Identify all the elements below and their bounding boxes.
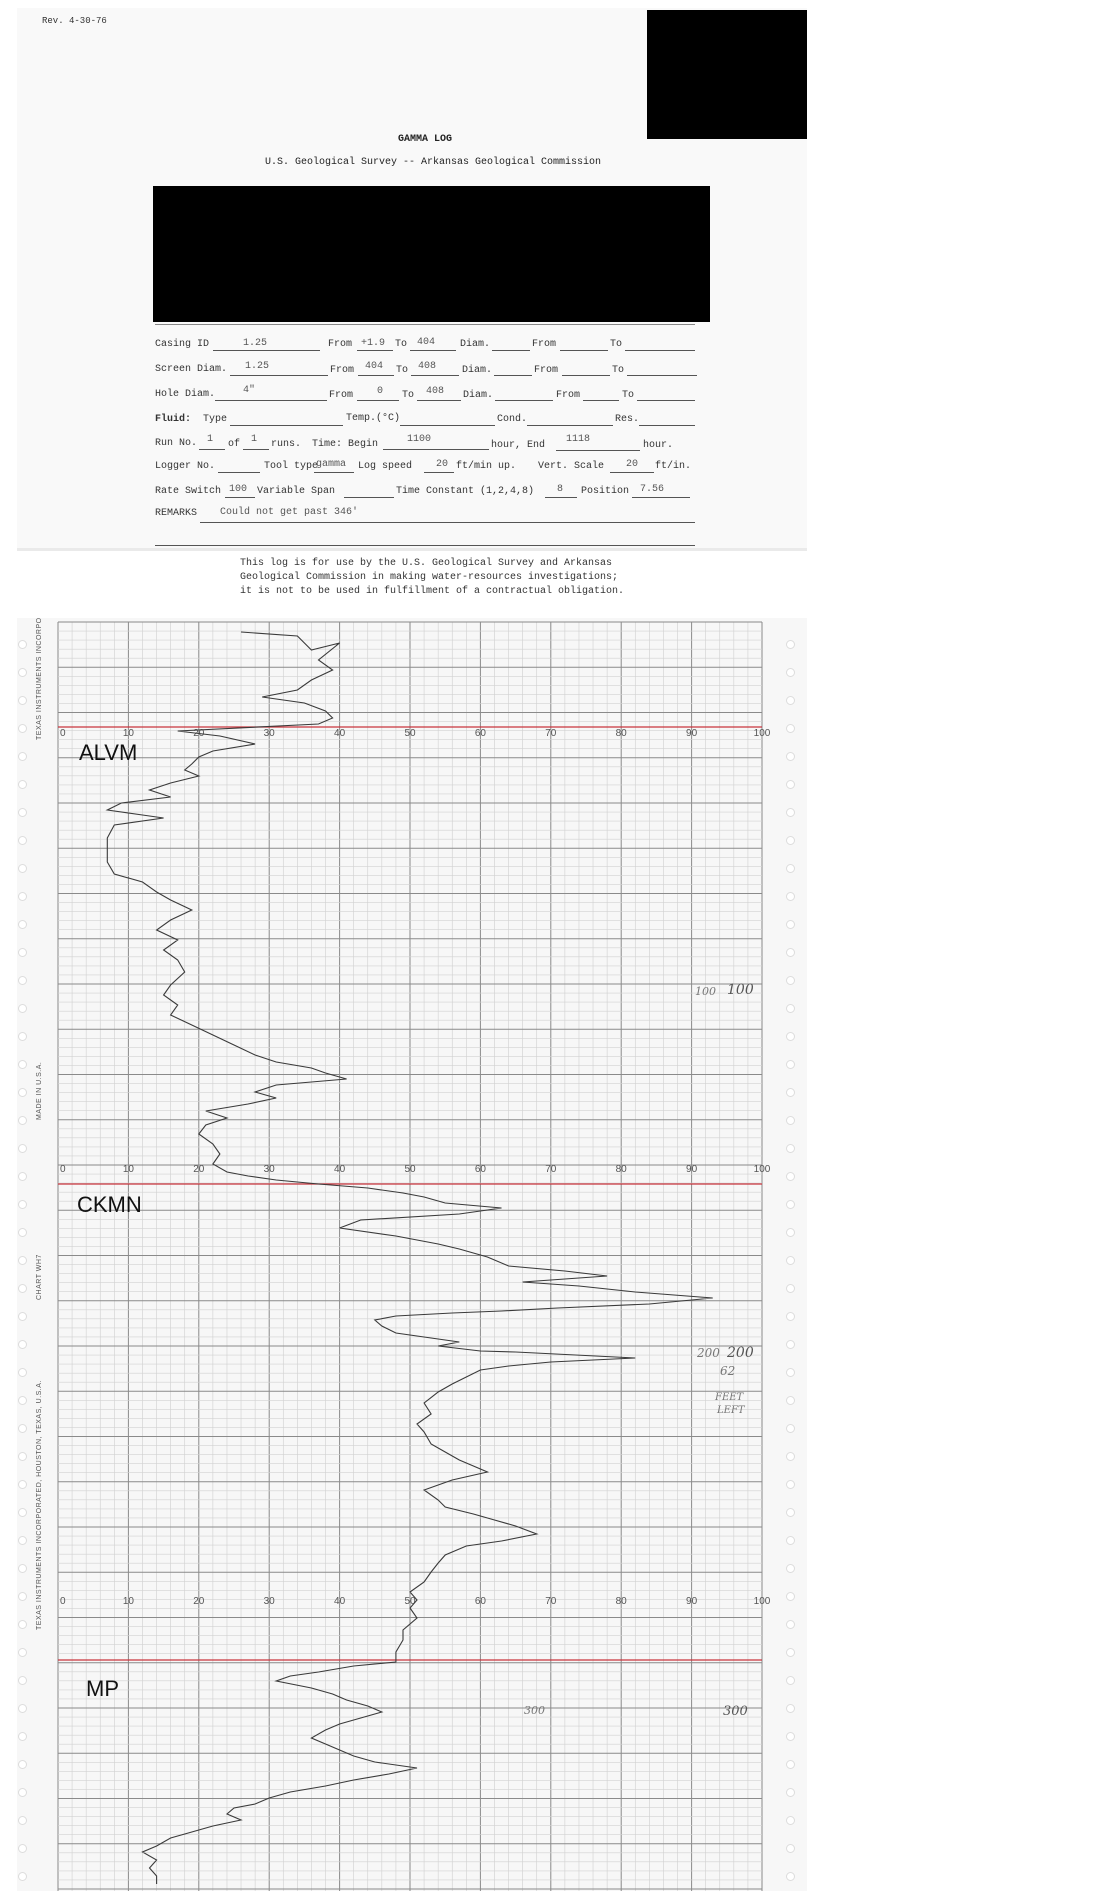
scale-label: 40 bbox=[334, 1164, 346, 1175]
scale-label: 100 bbox=[753, 1596, 771, 1607]
scale-label: 70 bbox=[545, 728, 557, 739]
sprocket-hole bbox=[18, 1452, 27, 1461]
sprocket-hole bbox=[786, 1508, 795, 1517]
scale-label: 90 bbox=[686, 1164, 698, 1175]
fluid-cond-label: Cond. bbox=[497, 414, 528, 425]
disclaimer-line-2: Geological Commission in making water-resources investigations; bbox=[240, 572, 619, 583]
scale-label: 10 bbox=[122, 1164, 134, 1175]
sprocket-hole bbox=[18, 1396, 27, 1405]
hole-diam-label: Diam. bbox=[463, 390, 494, 401]
screen-to2-label: To bbox=[612, 365, 625, 376]
scale-label: 50 bbox=[404, 728, 416, 739]
depth-mark-100-hand: 100 bbox=[695, 985, 716, 998]
sprocket-hole bbox=[18, 1508, 27, 1517]
sprocket-hole bbox=[18, 1760, 27, 1769]
run-hour2-label: hour. bbox=[643, 440, 674, 451]
sprocket-hole bbox=[18, 1368, 27, 1377]
scale-label: 0 bbox=[60, 728, 66, 739]
sprocket-hole bbox=[786, 1368, 795, 1377]
sprocket-hole bbox=[786, 1760, 795, 1769]
screen-from2-label: From bbox=[534, 365, 559, 376]
casing-from-value: +1.9 bbox=[361, 338, 386, 349]
scale-label: 60 bbox=[474, 1596, 486, 1607]
logger-label: Logger No. bbox=[155, 461, 216, 472]
sprocket-hole bbox=[786, 1480, 795, 1489]
agency-line: U.S. Geological Survey -- Arkansas Geological Commission bbox=[265, 157, 602, 168]
screen-from-label: From bbox=[330, 365, 355, 376]
sprocket-hole bbox=[786, 724, 795, 733]
run-hour-label: hour, End bbox=[491, 440, 546, 451]
sprocket-hole bbox=[18, 1228, 27, 1237]
scale-label: 10 bbox=[122, 1596, 134, 1607]
screen-label: Screen Diam. bbox=[155, 364, 228, 375]
sprocket-hole bbox=[786, 1424, 795, 1433]
screen-to-label: To bbox=[396, 365, 409, 376]
sprocket-hole bbox=[786, 1732, 795, 1741]
sprocket-hole bbox=[18, 1312, 27, 1321]
fluid-type-label: Type bbox=[203, 414, 228, 425]
formation-label-mp: MP bbox=[86, 1676, 119, 1701]
sprocket-hole bbox=[786, 1312, 795, 1321]
annotation-left: LEFT bbox=[717, 1405, 745, 1416]
run-of-label: of bbox=[228, 439, 241, 450]
sprocket-hole bbox=[786, 1564, 795, 1573]
scale-label: 30 bbox=[263, 1596, 275, 1607]
sprocket-hole bbox=[786, 1872, 795, 1881]
vert-scale-value: 20 bbox=[626, 459, 639, 470]
position-value: 7.56 bbox=[640, 484, 665, 495]
sprocket-hole bbox=[18, 1424, 27, 1433]
screen-to-value: 408 bbox=[418, 361, 437, 372]
fluid-temp-label: Temp.(°C) bbox=[346, 413, 401, 424]
sprocket-hole bbox=[18, 1592, 27, 1601]
sprocket-hole bbox=[18, 864, 27, 873]
sprocket-hole bbox=[18, 1284, 27, 1293]
scale-label: 60 bbox=[474, 1164, 486, 1175]
scale-label: 40 bbox=[334, 728, 346, 739]
sprocket-hole bbox=[18, 1088, 27, 1097]
position-label: Position bbox=[581, 486, 630, 497]
screen-diam-label: Diam. bbox=[462, 365, 493, 376]
sprocket-hole bbox=[786, 1172, 795, 1181]
scale-label: 100 bbox=[753, 1164, 771, 1175]
sprocket-hole bbox=[18, 1200, 27, 1209]
casing-from-label: From bbox=[328, 339, 353, 350]
scale-label: 90 bbox=[686, 728, 698, 739]
hole-from2-label: From bbox=[556, 390, 581, 401]
sprocket-hole bbox=[786, 780, 795, 789]
disclaimer-line-3: it is not to be used in fulfillment of a contractual obligation. bbox=[240, 586, 625, 597]
form-title: GAMMA LOG bbox=[398, 134, 453, 145]
sprocket-hole bbox=[786, 668, 795, 677]
scale-label: 80 bbox=[615, 1164, 627, 1175]
depth-mark-300: 300 bbox=[723, 1704, 748, 1719]
casing-diam-label: Diam. bbox=[460, 339, 491, 350]
sprocket-hole bbox=[18, 1536, 27, 1545]
edge-text-made: MADE IN U.S.A. bbox=[36, 1061, 43, 1120]
sprocket-hole bbox=[18, 1172, 27, 1181]
sprocket-hole bbox=[786, 640, 795, 649]
sprocket-hole bbox=[786, 1676, 795, 1685]
sprocket-hole bbox=[786, 836, 795, 845]
scale-label: 90 bbox=[686, 1596, 698, 1607]
sprocket-hole bbox=[18, 1480, 27, 1489]
vert-scale-label: Vert. Scale bbox=[538, 461, 605, 472]
sprocket-hole bbox=[786, 864, 795, 873]
sprocket-hole bbox=[786, 1788, 795, 1797]
sprocket-hole bbox=[786, 1844, 795, 1853]
log-speed-label: Log speed bbox=[358, 461, 413, 472]
tool-type-label: Tool type bbox=[264, 461, 319, 472]
scale-label: 20 bbox=[193, 1596, 205, 1607]
rate-switch-label: Rate Switch bbox=[155, 486, 222, 497]
sprocket-hole bbox=[18, 640, 27, 649]
sprocket-hole bbox=[786, 1536, 795, 1545]
sprocket-hole bbox=[786, 752, 795, 761]
scale-label: 60 bbox=[474, 728, 486, 739]
sprocket-hole bbox=[786, 1256, 795, 1265]
sprocket-hole bbox=[786, 892, 795, 901]
run-end-value: 1118 bbox=[566, 434, 591, 445]
log-speed-unit: ft/min up. bbox=[456, 461, 517, 472]
sprocket-hole bbox=[18, 1620, 27, 1629]
sprocket-hole bbox=[18, 1704, 27, 1713]
hole-diam-value: 4" bbox=[243, 385, 256, 396]
sprocket-hole bbox=[18, 1340, 27, 1349]
sprocket-hole bbox=[786, 1284, 795, 1293]
sprocket-hole bbox=[18, 976, 27, 985]
sprocket-hole bbox=[18, 1844, 27, 1853]
sprocket-hole bbox=[786, 1088, 795, 1097]
sprocket-hole bbox=[786, 696, 795, 705]
screen-from-value: 404 bbox=[365, 361, 384, 372]
tool-type-value: gamma bbox=[316, 459, 347, 470]
sprocket-hole bbox=[18, 1676, 27, 1685]
sprocket-hole bbox=[786, 948, 795, 957]
sprocket-hole bbox=[786, 1816, 795, 1825]
annotation-62: 62 bbox=[720, 1364, 736, 1378]
rate-switch-value: 100 bbox=[229, 484, 248, 495]
sprocket-hole bbox=[18, 1004, 27, 1013]
sprocket-hole bbox=[18, 724, 27, 733]
scale-label: 0 bbox=[60, 1596, 66, 1607]
sprocket-hole bbox=[18, 668, 27, 677]
sprocket-hole bbox=[786, 1116, 795, 1125]
depth-mark-100: 100 bbox=[727, 982, 754, 998]
sprocket-hole bbox=[18, 1032, 27, 1041]
sprocket-hole bbox=[786, 1648, 795, 1657]
scale-labels bbox=[60, 728, 771, 1607]
sprocket-hole bbox=[18, 752, 27, 761]
sprocket-hole bbox=[18, 1256, 27, 1265]
sprocket-hole bbox=[18, 808, 27, 817]
scale-label: 70 bbox=[545, 1596, 557, 1607]
casing-label: Casing ID bbox=[155, 339, 210, 350]
scale-label: 50 bbox=[404, 1596, 416, 1607]
sprocket-hole bbox=[18, 780, 27, 789]
sprocket-hole bbox=[18, 1060, 27, 1069]
sprocket-hole bbox=[786, 976, 795, 985]
fluid-res-label: Res. bbox=[615, 414, 640, 425]
sprocket-hole bbox=[18, 1144, 27, 1153]
sprocket-hole bbox=[786, 1452, 795, 1461]
sprocket-hole bbox=[786, 1004, 795, 1013]
edge-text-top: TEXAS INSTRUMENTS INCORPO bbox=[36, 617, 43, 740]
sprocket-hole bbox=[18, 1116, 27, 1125]
hole-label: Hole Diam. bbox=[155, 389, 216, 400]
casing-to-label: To bbox=[395, 339, 408, 350]
run-begin-value: 1100 bbox=[407, 434, 432, 445]
sprocket-hole bbox=[18, 892, 27, 901]
scale-label: 0 bbox=[60, 1164, 66, 1175]
scale-label: 80 bbox=[615, 1596, 627, 1607]
scale-label: 40 bbox=[334, 1596, 346, 1607]
run-no-value: 1 bbox=[207, 434, 214, 445]
time-constant-value: 8 bbox=[557, 484, 564, 495]
hole-from-label: From bbox=[329, 390, 354, 401]
scale-label: 20 bbox=[193, 728, 205, 739]
casing-to2-label: To bbox=[610, 339, 623, 350]
sprocket-hole bbox=[18, 1788, 27, 1797]
casing-id-value: 1.25 bbox=[243, 338, 268, 349]
run-label: Run No. bbox=[155, 438, 198, 449]
sprocket-hole bbox=[786, 1228, 795, 1237]
revision-label: Rev. 4-30-76 bbox=[42, 16, 107, 26]
edge-text-chart: CHART WH7 bbox=[36, 1254, 43, 1300]
scale-label: 80 bbox=[615, 728, 627, 739]
scale-label: 10 bbox=[122, 728, 134, 739]
formation-label-alvm: ALVM bbox=[79, 740, 138, 765]
scale-label: 50 bbox=[404, 1164, 416, 1175]
run-runs-label: runs. bbox=[271, 439, 302, 450]
scale-label: 70 bbox=[545, 1164, 557, 1175]
scale-label: 30 bbox=[263, 1164, 275, 1175]
formation-label-ckmn: CKMN bbox=[77, 1192, 142, 1217]
run-time-label: Time: Begin bbox=[312, 439, 379, 450]
annotation-feet: FEET bbox=[715, 1392, 744, 1403]
sprocket-hole bbox=[786, 1592, 795, 1601]
depth-mark-200: 200 bbox=[727, 1345, 754, 1361]
depth-mark-300-hand: 300 bbox=[524, 1704, 545, 1717]
remarks-text: Could not get past 346' bbox=[220, 507, 359, 518]
casing-from2-label: From bbox=[532, 339, 557, 350]
sprocket-hole bbox=[786, 1060, 795, 1069]
scale-label: 20 bbox=[193, 1164, 205, 1175]
sprocket-hole bbox=[18, 1648, 27, 1657]
chart-grid bbox=[58, 622, 762, 1891]
sprocket-hole bbox=[18, 1872, 27, 1881]
hole-from-value: 0 bbox=[377, 386, 384, 397]
sprocket-hole bbox=[786, 1200, 795, 1209]
depth-mark-200-hand: 200 bbox=[697, 1346, 720, 1360]
vert-scale-unit: ft/in. bbox=[655, 461, 692, 472]
log-speed-value: 20 bbox=[436, 459, 449, 470]
sprocket-hole bbox=[786, 1144, 795, 1153]
run-of-value: 1 bbox=[251, 434, 258, 445]
sprocket-hole bbox=[18, 948, 27, 957]
sprocket-hole bbox=[18, 920, 27, 929]
hole-to2-label: To bbox=[622, 390, 635, 401]
hole-to-value: 408 bbox=[426, 386, 445, 397]
sprocket-hole bbox=[786, 1704, 795, 1713]
sprocket-hole bbox=[18, 836, 27, 845]
sprocket-hole bbox=[18, 1816, 27, 1825]
sprocket-hole bbox=[18, 1564, 27, 1573]
sprocket-hole bbox=[786, 1340, 795, 1349]
sprocket-hole bbox=[786, 920, 795, 929]
hole-to-label: To bbox=[402, 390, 415, 401]
sprocket-hole bbox=[18, 696, 27, 705]
sprocket-hole bbox=[786, 1620, 795, 1629]
scale-label: 30 bbox=[263, 728, 275, 739]
disclaimer-line-1: This log is for use by the U.S. Geological Survey and Arkansas bbox=[240, 558, 613, 569]
edge-text-bottom: TEXAS INSTRUMENTS INCORPORATED, HOUSTON, TEXAS, U.S.A. bbox=[36, 1380, 43, 1630]
sprocket-hole bbox=[786, 1396, 795, 1405]
variable-span-label: Variable Span bbox=[257, 486, 336, 497]
sprocket-hole bbox=[18, 1732, 27, 1741]
casing-to-value: 404 bbox=[417, 337, 436, 348]
sprocket-hole bbox=[786, 1032, 795, 1041]
time-constant-label: Time Constant (1,2,4,8) bbox=[396, 486, 535, 497]
screen-diam-value: 1.25 bbox=[245, 361, 270, 372]
remarks-label: REMARKS bbox=[155, 508, 198, 519]
fluid-label: Fluid: bbox=[155, 414, 192, 425]
sprocket-hole bbox=[786, 808, 795, 817]
scale-label: 100 bbox=[753, 728, 771, 739]
